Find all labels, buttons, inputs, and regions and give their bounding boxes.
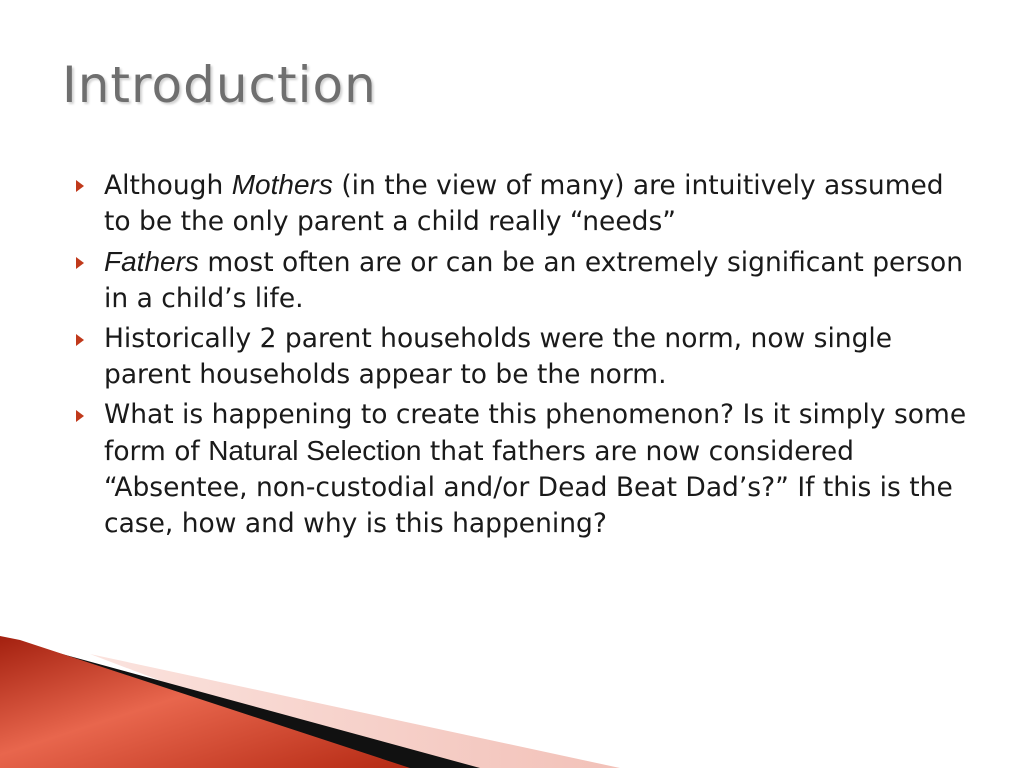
bullet-text: Historically 2 parent households were the norm, now single parent households appear to be the norm. [104,323,893,390]
red-wedge [0,636,410,768]
bullet-item [74,244,974,317]
bullet-text: What is happening to create this phenomenon? Is it simply some form of Natural Selection that fathers are now considered “Absentee, non-custodial and/or Dead Beat Dad’s?” If this is the case, how and why is this happening? [104,399,967,539]
triangle-right-icon [76,410,84,422]
footer-decoration [0,628,1024,768]
bullet-item [74,167,974,240]
emphasis-fathers: Fathers [104,246,199,277]
triangle-right-icon [76,180,84,192]
bullet-text: Fathers most often are or can be an extremely significant person in a child’s life. [104,246,964,314]
bullet-list [74,167,974,546]
bullet-text: Although Mothers (in the view of many) are intuitively assumed to be the only parent a child really “needs” [104,169,944,237]
bullet-item [74,321,974,393]
bullet-item [74,397,974,542]
triangle-right-icon [76,257,84,269]
emphasis-mothers: Mothers [231,169,333,200]
emphasis-natural-selection: Natural Selection [208,435,422,466]
triangle-right-icon [76,334,84,346]
slide-title: Introduction [62,56,377,114]
